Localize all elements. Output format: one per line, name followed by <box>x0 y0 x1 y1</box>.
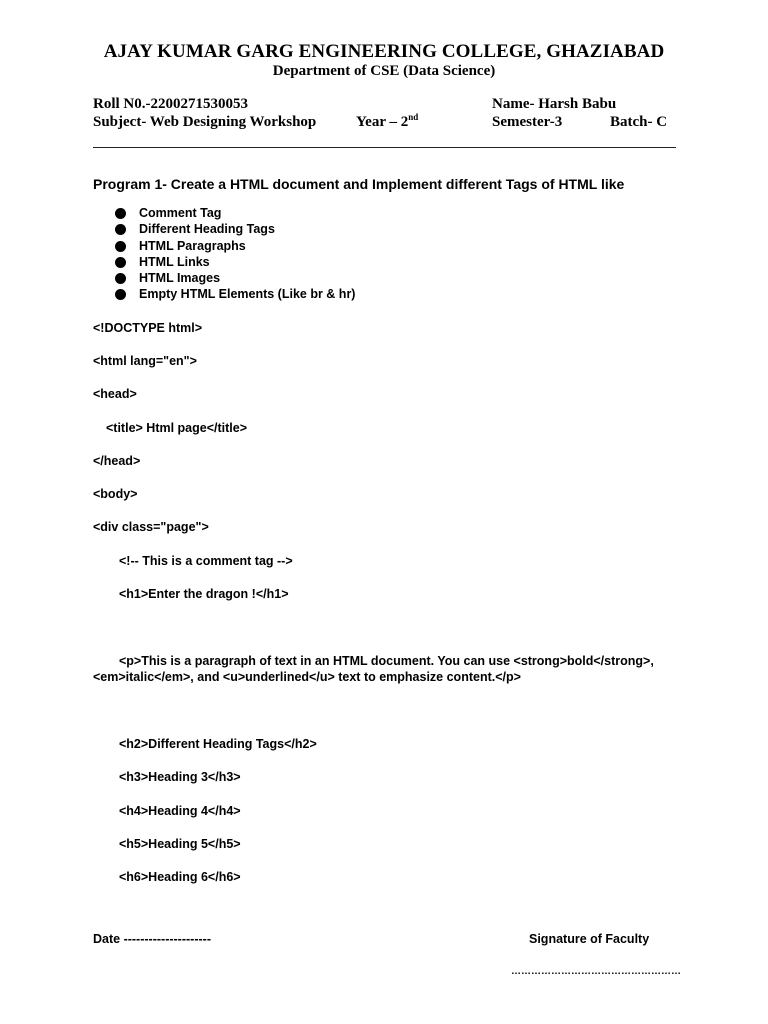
bullet-icon <box>115 289 126 300</box>
bullet-icon <box>115 257 126 268</box>
bullet-icon <box>115 224 126 235</box>
code-h4: <h4>Heading 4</h4> <box>119 804 241 818</box>
date-field: Date --------------------- <box>93 932 211 946</box>
code-h3: <h3>Heading 3</h3> <box>119 770 241 784</box>
college-name: AJAY KUMAR GARG ENGINEERING COLLEGE, GHAZIABAD <box>103 41 665 62</box>
list-item-label: HTML Paragraphs <box>139 238 246 253</box>
code-h5: <h5>Heading 5</h5> <box>119 837 241 851</box>
code-title: <title> Html page</title> <box>106 421 248 435</box>
code-paragraph-line-1: <p>This is a paragraph of text in an HTML document. You can use <strong>bold</strong>, <box>119 654 654 668</box>
code-h2: <h2>Different Heading Tags</h2> <box>119 737 317 751</box>
list-item-label: HTML Images <box>139 271 221 286</box>
list-item-label: HTML Links <box>139 254 210 269</box>
code-doctype: <!DOCTYPE html> <box>93 321 203 335</box>
signature-line: …………………………………………… <box>511 966 681 977</box>
subject: Subject- Web Designing Workshop <box>93 114 317 130</box>
code-comment: <!-- This is a comment tag --> <box>119 554 293 568</box>
bullet-icon <box>115 241 126 252</box>
code-h1: <h1>Enter the dragon !</h1> <box>119 587 289 601</box>
list-item-label: Different Heading Tags <box>139 222 275 237</box>
list-item-label: Empty HTML Elements (Like br & hr) <box>139 287 356 302</box>
code-head-close: </head> <box>93 454 141 468</box>
code-head-open: <head> <box>93 387 137 401</box>
code-html-open: <html lang="en"> <box>93 354 197 368</box>
code-div-open: <div class="page"> <box>93 520 209 534</box>
year-ordinal: nd <box>408 112 419 122</box>
student-name: Name- Harsh Babu <box>492 96 617 112</box>
signature-label: Signature of Faculty <box>529 932 650 946</box>
department-name: Department of CSE (Data Science) <box>272 63 496 79</box>
semester: Semester-3 <box>492 114 563 130</box>
list-item-label: Comment Tag <box>139 206 222 220</box>
bullet-icon <box>115 273 126 284</box>
code-paragraph-line-2: <em>italic</em>, and <u>underlined</u> text to emphasize content.</p> <box>93 670 521 684</box>
program-title: Program 1- Create a HTML document and Implement different Tags of HTML like <box>93 176 625 192</box>
year-text: Year – 2 <box>356 114 409 130</box>
roll-number: Roll N0.-2200271530053 <box>93 96 248 112</box>
year <box>356 114 418 131</box>
batch: Batch- C <box>610 114 668 130</box>
code-body-open: <body> <box>93 487 138 501</box>
bullet-icon <box>115 208 126 219</box>
header-divider <box>93 147 676 148</box>
code-h6: <h6>Heading 6</h6> <box>119 870 241 884</box>
